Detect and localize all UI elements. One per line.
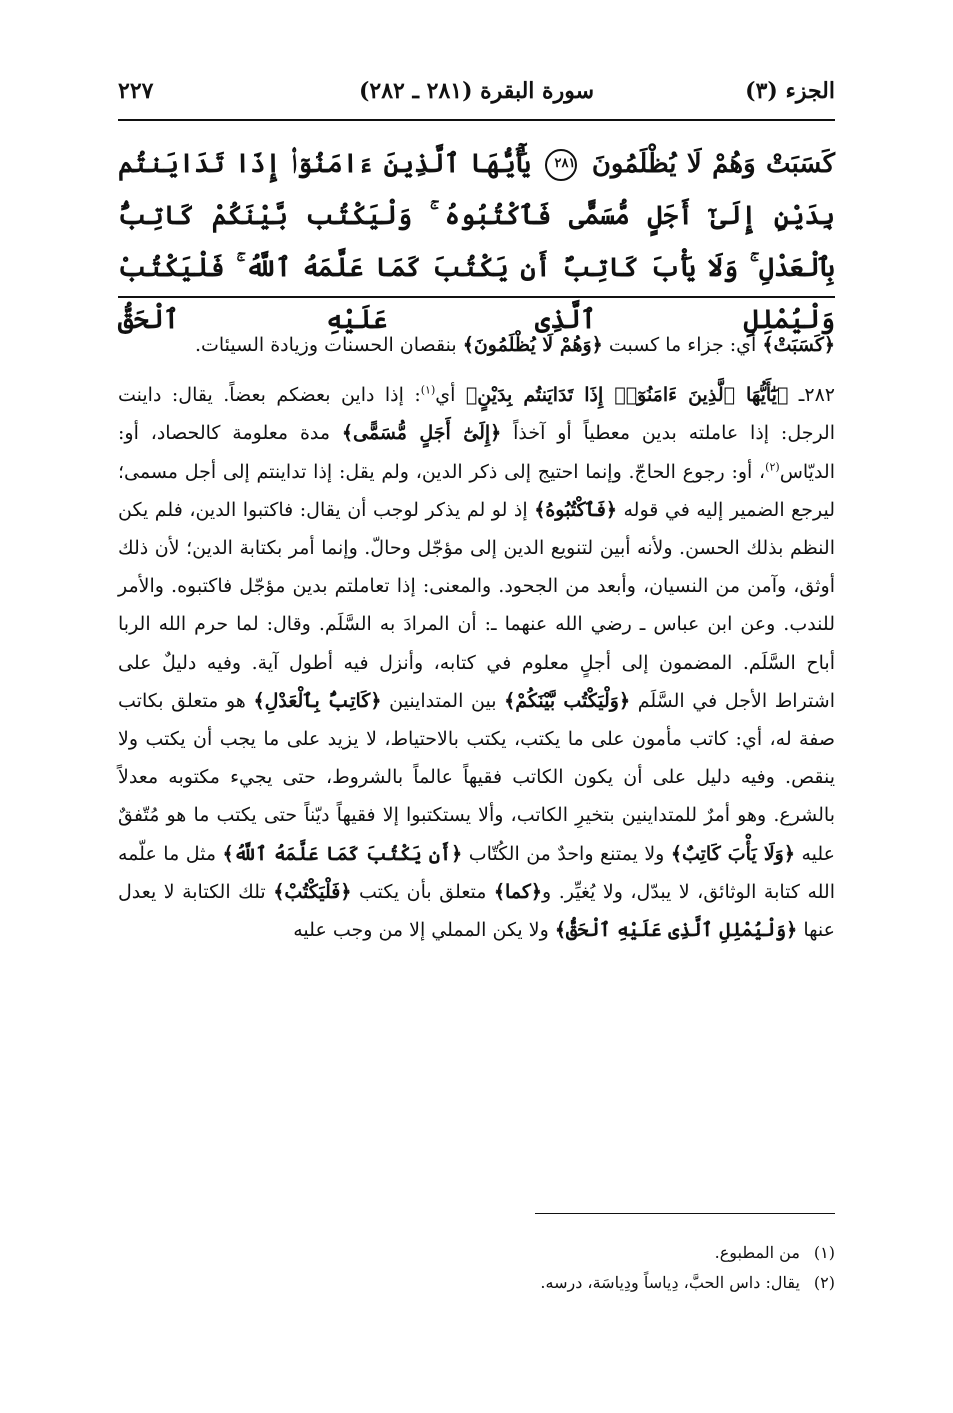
header-divider	[118, 119, 835, 121]
text: ، أو: رجوع الحاجّ. وإنما احتيج إلى ذكر الدين، ولم يقل: إذا تداينتم إلى أجل مسمى؛ ليرجع الضمير إليه في قوله	[118, 460, 835, 521]
running-header	[118, 72, 835, 116]
footnote-number: (١)	[813, 1243, 835, 1262]
quote: ﴿كَاتِبٌۢ بِٱلْعَدْلِ﴾	[253, 689, 382, 712]
text: هو متعلق بكاتب صفة له، أي: كاتب مأمون على ما يكتب، يكتب بالاحتياط، لا يزيد على ما يجب أن يكتب ولا ينقص. وفيه دليل على أن يكون الكاتب فقيهاً عالماً بالشروط، حتى يجيء مكتوبه معدلاً بالشرع. وهو أمرٌ للمتداينين بتخيرِ الكاتب، وألا يستكتبوا إلا فقيهاً ديّناً حتى يكتب ما هو مُتّفقٌ عليه	[118, 689, 835, 865]
quote: ﴿فَلْيَكْتُبْ﴾	[273, 880, 352, 903]
quote: ﴿وَهُمْ لَا يُظْلَمُونَ﴾	[462, 334, 603, 356]
commentary-paragraph-1	[118, 326, 835, 364]
footnote-1	[118, 1238, 835, 1268]
text: مدة معلومة كالحصاد، أو: الديّاس	[118, 422, 835, 483]
quote: ﴿وَلَا يَأْبَ كَاتِبٌ﴾	[670, 842, 795, 865]
footnote-divider	[535, 1213, 835, 1214]
quote: ﴿فَٱكْتُبُوهُ﴾	[534, 498, 617, 521]
quote: ﴿كَسَبَتْ﴾	[762, 334, 835, 356]
quote: ﴿إِلَىٰٓ أَجَلٍ مُّسَمًّى﴾	[341, 422, 502, 445]
ayah-number-marker: ٢٨١	[545, 149, 577, 181]
text: أي	[435, 384, 466, 407]
page-number: ٢٢٧	[118, 78, 154, 104]
surah-title: سورة البقرة (٢٨١ ـ ٢٨٢)	[358, 78, 595, 104]
commentary-body	[118, 326, 835, 949]
quote: ﴿يَٰٓأَيُّهَا ٱلَّذِينَ ءَامَنُوٓا۟ إِذَا تَدَايَنتُم بِدَيْنٍ﴾	[465, 384, 789, 407]
text: إذ لو لم يذكر لوجب أن يقال: فاكتبوا الدين، فلم يكن النظم بذلك الحسن. ولأنه أبين لتنويع الدين إلى مؤجّل وحالّ. وإنما أمر بكتابة الدين؛ لأن ذلك أوثق، وآمن من النسيان، وأبعد من الجحود. والمعنى: إذا تعاملتم بدين مؤجّل فاكتبوه. والأمر للندب. وعن ابن عباس ـ رضي الله عنهما ـ: أن المرادَ به السَّلَم. وقال: لما حرم الله الربا أباح السَّلَم. المضمون إلى أجلٍ معلوم في كتابه، وأنزل فيه أطول آية. وفيه دليلٌ على اشتراط الأجل في السَّلَم	[118, 498, 835, 712]
verse-text-after: يَٰٓأَيُّهَا ٱلَّذِينَ ءَامَنُوٓا۟ إِذَا تَدَايَنتُم بِدَيْنٍ إِلَىٰٓ أَجَلٍ مُّسَمًّى فَٱكْتُبُوهُ ۚ وَلْيَكْتُب بَّيْنَكُمْ كَاتِبٌۢ بِٱلْعَدْلِ ۚ وَلَا يَأْبَ كَاتِبٌ أَن يَكْتُبَ كَمَا عَلَّمَهُ ٱللَّهُ ۚ فَلْيَكْتُبْ وَلْيُمْلِلِ ٱلَّذِى عَلَيْهِ ٱلْحَقُّ	[118, 149, 835, 335]
text: بنقصان الحسنات وزيادة السيئات.	[194, 334, 463, 356]
quote: ﴿أَن يَكْتُبَ كَمَا عَلَّمَهُ ٱللَّهُ﴾	[222, 842, 463, 865]
text: ولا يمتنع واحدٌ من الكُتّاب	[462, 842, 671, 865]
text: مثل ما علّمه الله كتابة الوثائق، لا يبدّل، ولا يُغيِّر. و	[118, 842, 836, 903]
text: تلك الكتابة لا يعدل عنها	[118, 880, 835, 942]
quote: ﴿وَلْيَكْتُب بَّيْنَكُمْ﴾	[504, 689, 631, 712]
verse-divider	[118, 296, 835, 298]
text: بين المتداينين	[381, 689, 505, 712]
text: ولا يكن المملي إلا من وجب عليه	[293, 919, 555, 942]
footnote-ref: (١)	[420, 383, 436, 397]
text: أي: جزاء ما كسبت	[602, 334, 763, 356]
commentary-paragraph-2	[118, 376, 835, 949]
footnote-number: (٢)	[813, 1273, 835, 1292]
verse-number: ٢٨٢ـ	[788, 384, 835, 407]
text: متعلق بأن يكتب	[351, 880, 494, 903]
quran-verse-block	[118, 138, 835, 346]
quote: ﴿كما﴾	[493, 880, 543, 903]
verse-text-before: كَسَبَتْ وَهُمْ لَا يُظْلَمُونَ	[591, 149, 835, 179]
footnote-text: يقال: داس الحبَّ، دِياساً ودِياسَة، درسه.	[540, 1273, 800, 1292]
text: : إذا داين بعضكم بعضاً. يقال: داينت الرجل: إذا عاملته بدين معطياً أو آخذاً	[118, 384, 835, 445]
quote: ﴿وَلْيُمْلِلِ ٱلَّذِى عَلَيْهِ ٱلْحَقُّ﴾	[554, 919, 798, 942]
part-label: الجزء (٣)	[745, 78, 835, 104]
footnote-2	[118, 1268, 835, 1298]
footnote-ref: (٢)	[765, 460, 780, 474]
footnotes	[118, 1238, 835, 1298]
footnote-text: من المطبوع.	[714, 1243, 800, 1262]
